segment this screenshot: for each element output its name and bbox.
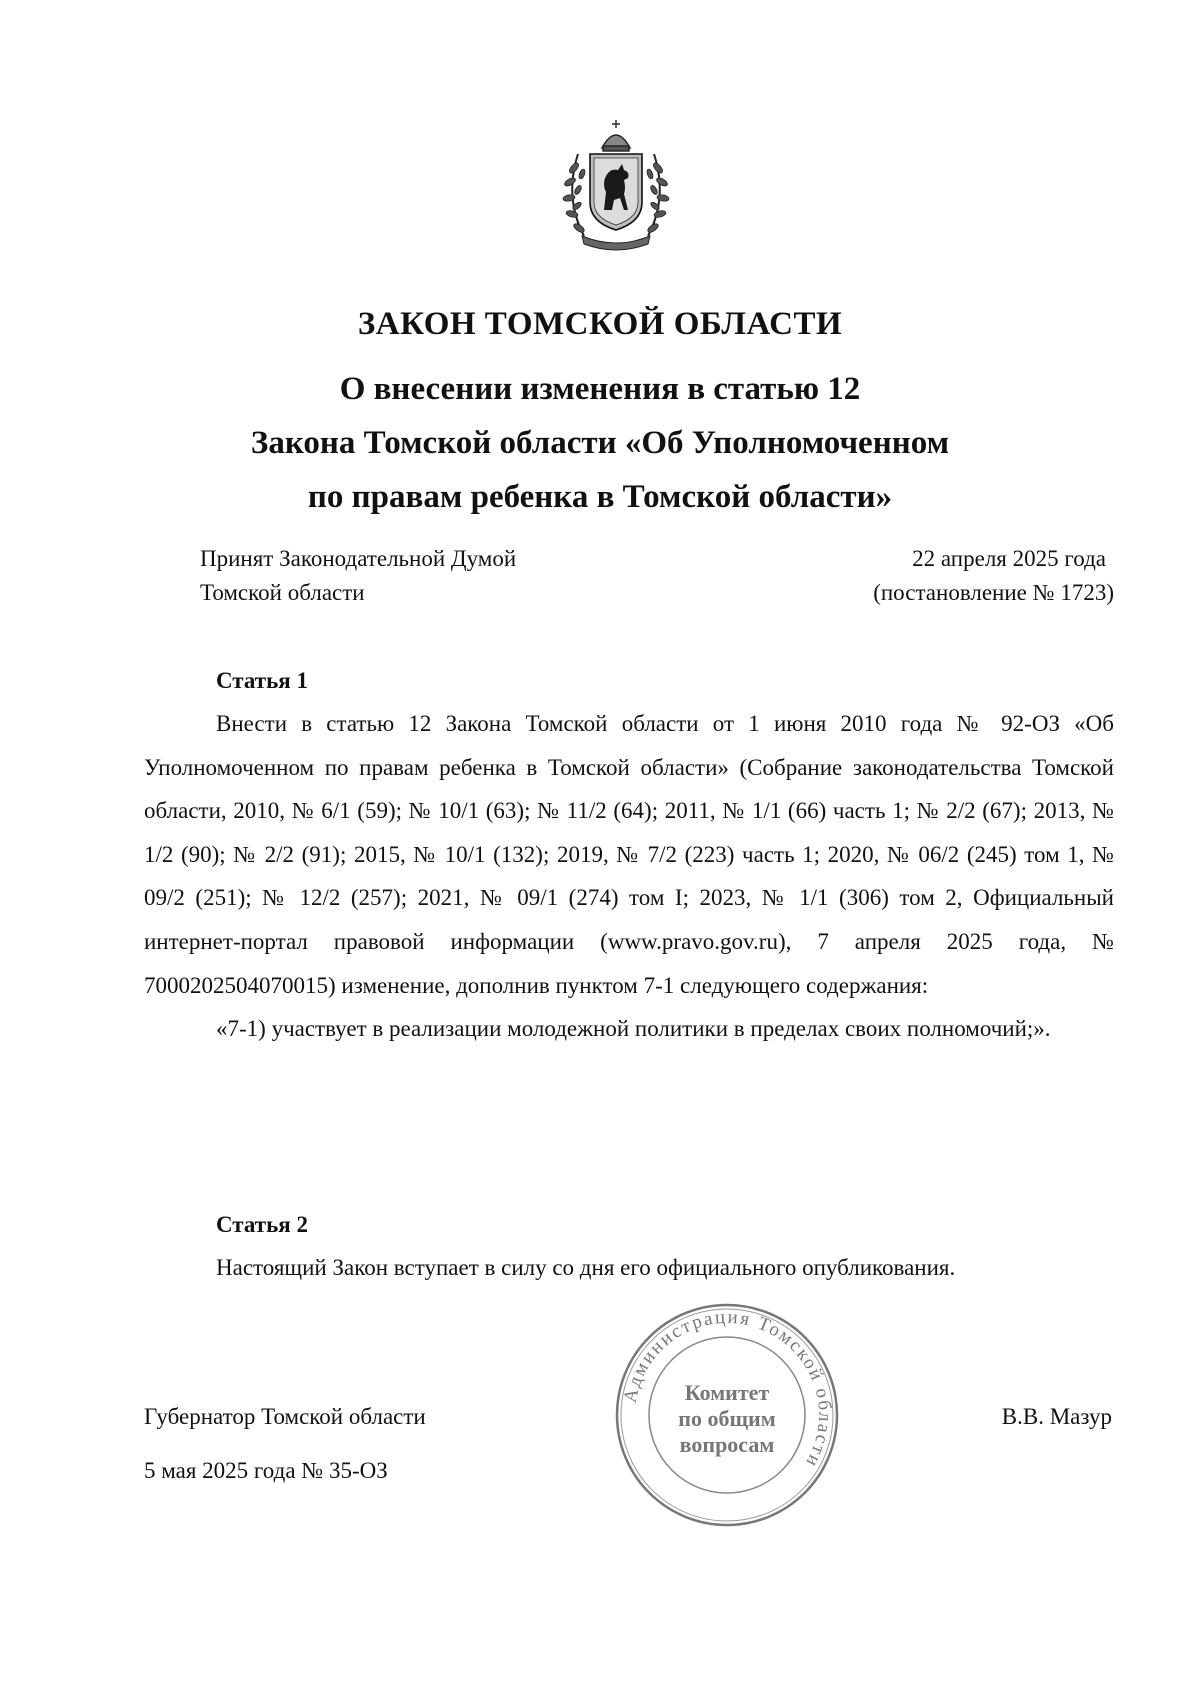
article-paragraph: «7-1) участвует в реализации молодежной политики в пределах своих полномочий;».: [216, 1016, 1051, 1042]
stamp-center-line: вопросам: [679, 1432, 775, 1457]
article-1-body: [144, 702, 1114, 1051]
adoption-date: 22 апреля 2025 года: [912, 546, 1106, 571]
stamp-center-line: Комитет: [684, 1380, 770, 1405]
article-2-body: [144, 1246, 1114, 1290]
article-1-heading: Статья 1: [216, 668, 308, 693]
adoption-details: [873, 542, 1114, 610]
stamp-ring-text: Администрация Томской области: [619, 1306, 836, 1472]
article-paragraph: Настоящий Закон вступает в силу со дня его официального опубликования.: [216, 1255, 956, 1280]
subtitle-line: О внесении изменения в статью 12: [339, 371, 861, 407]
signatory-position: Губернатор Томской области: [144, 1404, 426, 1429]
subtitle-line: Закона Томской области «Об Уполномоченном: [250, 425, 950, 461]
article-paragraph: Внести в статью 12 Закона Томской области от 1 июня 2010 года № 92-ОЗ «Об Уполномоченном по правам ребенка в Томской области» (Собрание законодательства Томской области, 2010, № 6/1 (59); № 10/1 (63); № 11/2 (64); 2011, № 1/1 (66) часть 1; № 2/2 (67); 2013, № 1/2 (90); № 2/2 (91); 2015, № 10/1 (132); 2019, № 7/2 (223) часть 1; 2020, № 06/2 (245) том 1, № 09/2 (251); № 12/2 (257); 2021, № 09/1 (274) том I; 2023, № 1/1 (306) том 2, Официальный интернет-портал правовой информации (www.pravo.gov.ru), 7 апреля 2025 года, № 7000202504070015) изменение, дополнив пунктом 7-1 следующего содержания:: [144, 711, 1114, 998]
law-subtitle: [0, 362, 1200, 524]
coat-of-arms-emblem: [556, 118, 676, 256]
subtitle-line: по правам ребенка в Томской области»: [307, 479, 893, 515]
official-stamp: [612, 1300, 842, 1530]
article-2-heading: Статья 2: [216, 1212, 308, 1237]
adopted-by: [200, 542, 516, 610]
stamp-center-line: по общим: [678, 1406, 776, 1431]
adopted-by-line: Принят Законодательной Думой: [200, 546, 517, 571]
law-date-number: 5 мая 2025 года № 35-ОЗ: [144, 1458, 388, 1483]
law-title: ЗАКОН ТОМСКОЙ ОБЛАСТИ: [357, 306, 843, 342]
signature-block: [144, 1390, 426, 1498]
resolution-number: (постановление № 1723): [873, 580, 1114, 605]
signatory-name: В.В. Мазур: [1001, 1404, 1112, 1429]
adopted-by-line: Томской области: [200, 580, 365, 605]
